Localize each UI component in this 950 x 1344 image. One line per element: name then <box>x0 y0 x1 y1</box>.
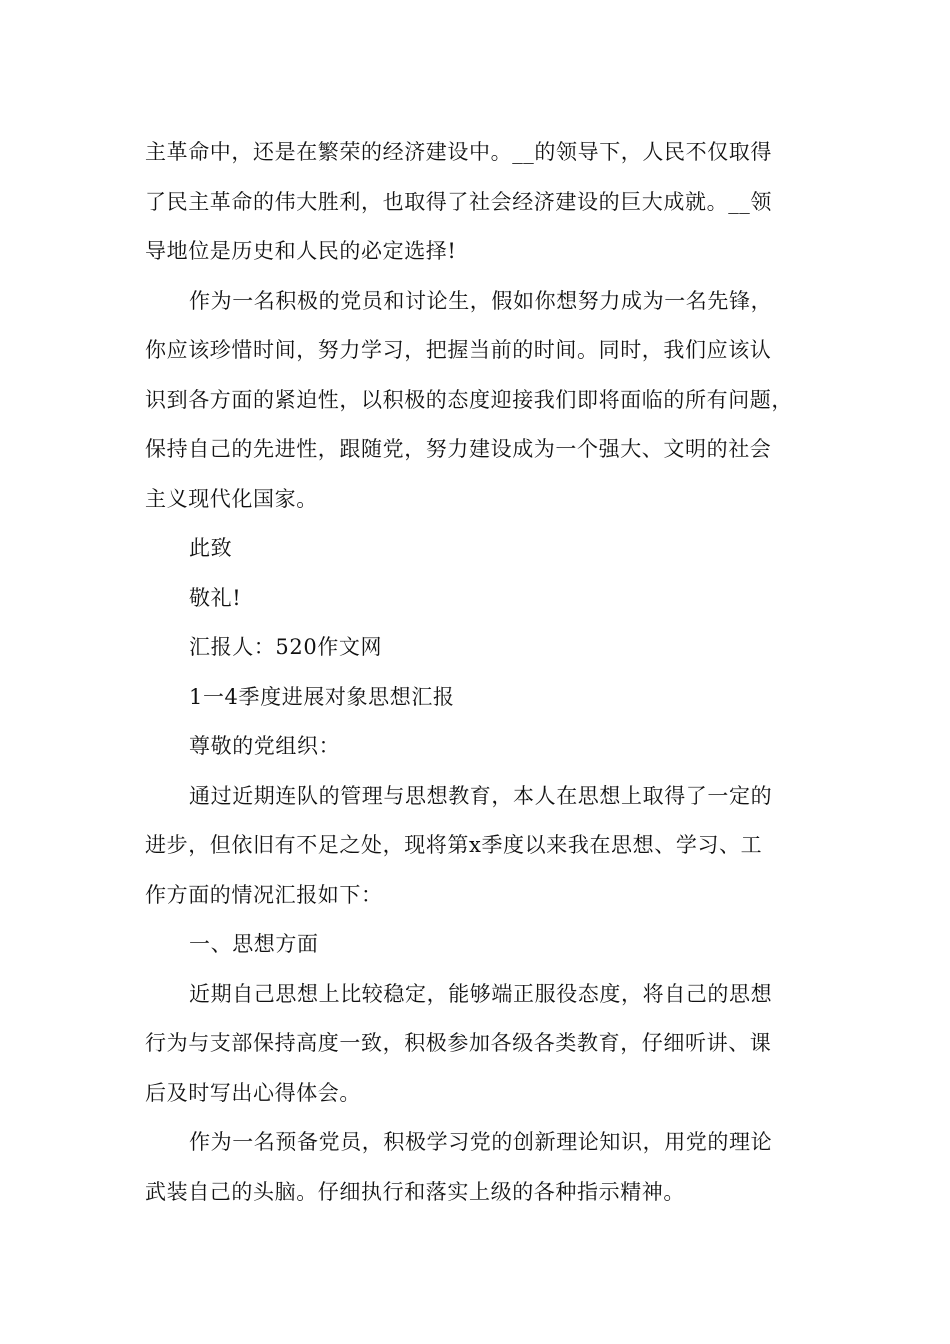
text-line: 主革命中，还是在繁荣的经济建设中。__的领导下，人民不仅取得 <box>145 140 772 164</box>
subsection-heading: 一、思想方面 <box>189 932 319 956</box>
closing-regards: 敬礼! <box>189 586 242 610</box>
closing-salutation: 此致 <box>189 536 233 560</box>
text-line: 进步，但依旧有不足之处，现将第x季度以来我在思想、学习、工 <box>145 833 763 857</box>
paragraph-first-line: 近期自己思想上比较稳定，能够端正服役态度，将自己的思想 <box>189 982 773 1006</box>
text-line: 后及时写出心得体会。 <box>145 1081 361 1105</box>
reporter-line: 汇报人：520作文网 <box>189 635 383 659</box>
text-line: 主义现代化国家。 <box>145 487 318 511</box>
text-line: 武装自己的头脑。仔细执行和落实上级的各种指示精神。 <box>145 1180 685 1204</box>
greeting-line: 尊敬的党组织： <box>189 734 341 758</box>
text-line: 识到各方面的紧迫性，以积极的态度迎接我们即将面临的所有问题， <box>145 388 793 412</box>
text-line: 行为与支部保持高度一致，积极参加各级各类教育，仔细听讲、课 <box>145 1031 772 1055</box>
text-line: 导地位是历史和人民的必定选择! <box>145 239 457 263</box>
text-line: 保持自己的先进性，跟随党，努力建设成为一个强大、文明的社会 <box>145 437 772 461</box>
text-line: 你应该珍惜时间，努力学习，把握当前的时间。同时，我们应该认 <box>145 338 772 362</box>
paragraph-first-line: 通过近期连队的管理与思想教育，本人在思想上取得了一定的 <box>189 784 773 808</box>
section-title: 1一4季度进展对象思想汇报 <box>189 685 455 709</box>
text-line: 了民主革命的伟大胜利，也取得了社会经济建设的巨大成就。__领 <box>145 190 772 214</box>
paragraph-first-line: 作为一名积极的党员和讨论生，假如你想努力成为一名先锋， <box>189 289 773 313</box>
paragraph-first-line: 作为一名预备党员，积极学习党的创新理论知识，用党的理论 <box>189 1130 773 1154</box>
text-line: 作方面的情况汇报如下： <box>145 883 383 907</box>
